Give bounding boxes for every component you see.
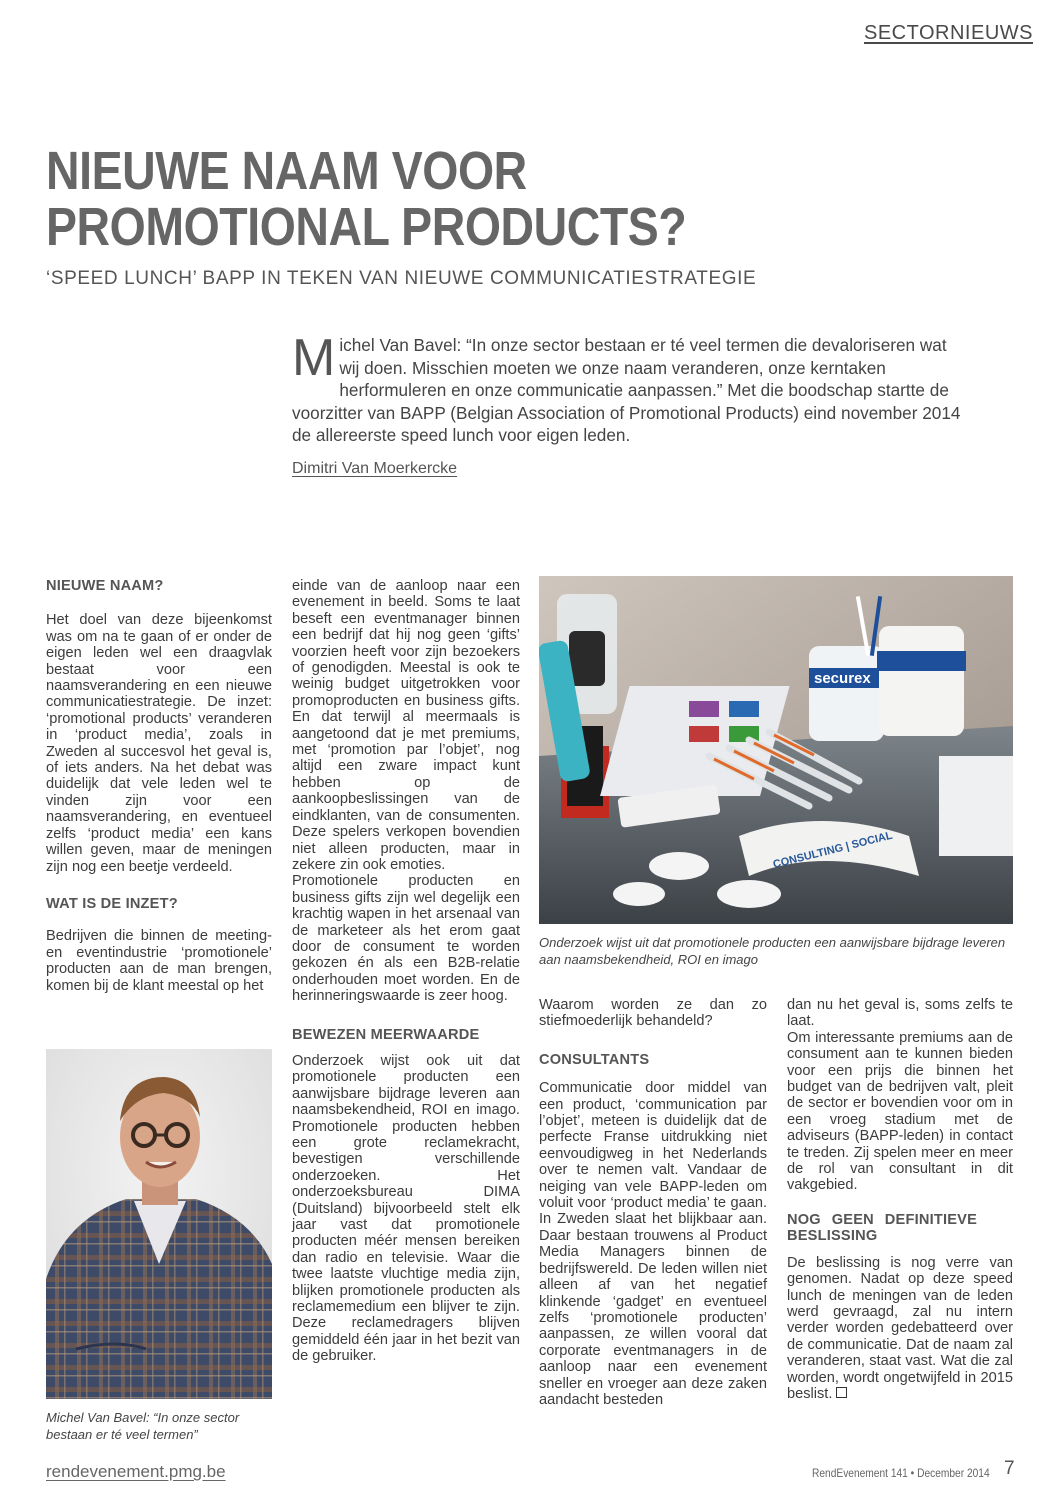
paragraph: Het doel van deze bijeenkomst was om na te gaan of er onder de eigen leden wel een draagvlak bestaat voor een naamsverandering en een nieuwe communicatiestrategie. De inzet: ‘promotional products’ veranderen in ‘product media’, zoals in Zweden al succesvol het geval is, of iets anders. Na het debat was duidelijk dat vele leden wel te vinden zijn voor een naamsverandering, en eventueel zelfs ‘product media’ een kans willen geven, maar de meningen zijn nog een beetje verdeeld. (46, 612, 272, 875)
paragraph: Bedrijven die binnen de meeting- en eventindustrie ‘promotionele’ producten aan de man brengen, komen bij de klant meestal op het (46, 928, 272, 994)
product-photo (539, 576, 1013, 924)
column-4 (787, 997, 1013, 1402)
article-title (46, 143, 734, 255)
portrait-image (46, 1049, 272, 1399)
intro-text: ichel Van Bavel: “In onze sector bestaan er té veel termen die devaloriseren wat wij doen. Misschien moeten we onze naam veranderen, onze kerntaken herformuleren en onze communicatie aanpassen.” Met die boodschap startte de voorzitter van BAPP (Belgian Association of Promotional Products) eind november 2014 de allereerste speed lunch voor eigen leden. (292, 335, 961, 446)
paragraph: einde van de aanloop naar een evenement in beeld. Soms te laat beseft een eventmanager binnen een bedrijf dat hij nog geen ‘gifts’ voorzien heeft voor zijn bezoekers of genodigden. Meestal is ook te weinig budget uitgetrokken voor promoproducten en business gifts. En dat terwijl al meermaals is aangetoond dat je met premiums, met ‘promotion par l’objet’, nog altijd een zware impact kunt hebben op de aankoopbeslissingen van de eindklanten, van de consumenten. Deze spelers verkopen bovendien niet alleen producten, maar in zekere zin ook emoties. (292, 578, 520, 873)
product-photo-caption: Onderzoek wijst uit dat promotionele producten een aanwijsbare bijdrage leveren aan naamsbekendheid, ROI en imago (539, 935, 1006, 967)
end-square-icon (836, 1387, 847, 1398)
paragraph-text: De beslissing is nog verre van genomen. Nadat op deze speed lunch de meningen van de leden werd gevraagd, zal nu intern verder worden gedebatteerd over de communicatie. Dat de naam zal veranderen, staat vast. Wat die zal worden, wordt ongetwijfeld in 2015 beslist. (787, 1254, 1013, 1402)
intro-dropcap: M (292, 329, 336, 387)
column-3 (539, 997, 767, 1408)
footer-website[interactable]: rendevenement.pmg.be (46, 1462, 226, 1481)
paragraph: Onderzoek wijst ook uit dat promotionele producten een aanwijsbare bijdrage leveren aan naamsbekendheid, ROI en imago. Promotionele producten hebben een grote reclamekracht, bevestigen verschillende onderzoeken. Het onderzoeksbureau DIMA (Duitsland) bijvoorbeeld stelt elk jaar vast dat promotionele producten méér mensen bereiken dan radio en televisie. Waar die twee laatste vluchtige media zijn, blijken promotionele producten als reclamemedium een blijver te zijn. Deze reclamedragers blijven gemiddeld één jaar in het bezit van de gebruiker. (292, 1052, 520, 1365)
heading-nog-geen-beslissing: NOG GEEN DEFINITIEVE BESLISSING (787, 1211, 977, 1245)
portrait-caption: Michel Van Bavel: “In onze sector bestaan er té veel termen” (46, 1410, 240, 1442)
heading-consultants: CONSULTANTS (539, 1051, 650, 1068)
page-number: 7 (1004, 1458, 1015, 1479)
paragraph (787, 1255, 1013, 1403)
footer-issue: RendEvenement 141 • December 2014 (812, 1466, 990, 1480)
heading-wat-is-de-inzet: WAT IS DE INZET? (46, 895, 178, 912)
column-1 (46, 578, 272, 994)
article-subtitle: ‘SPEED LUNCH’ BAPP IN TEKEN VAN NIEUWE COMMUNICATIESTRATEGIE (46, 268, 757, 289)
article-intro (292, 329, 964, 447)
section-tag: SECTORNIEUWS (864, 22, 1033, 44)
lanyard-text: CONSULTING | SOCIAL (771, 829, 894, 871)
column-2 (292, 578, 520, 1365)
product-brand-text: securex (814, 670, 871, 687)
product-image (539, 576, 1013, 924)
title-line-1: NIEUWE NAAM VOOR (46, 141, 527, 201)
heading-nieuwe-naam: NIEUWE NAAM? (46, 578, 164, 594)
paragraph: dan nu het geval is, soms zelfs te laat. (787, 997, 1013, 1030)
portrait-photo (46, 1049, 272, 1399)
byline: Dimitri Van Moerkercke (292, 460, 458, 477)
paragraph: Communicatie door middel van een product, ‘communication par l’objet’, meteen is duidelijk dat de perfecte Franse uitdrukking niet eenvoudigweg in het Nederlands over te nemen valt. Vandaar de neiging van vele BAPP-leden om voluit voor ‘product media’ te gaan. In Zweden slaat het blijkbaar aan. Daar bestaan trouwens al Product Media Managers binnen de bedrijfswereld. De leden willen niet alleen af van het negatief klinkende ‘gadget’ en eventueel zelfs ‘promotionele producten’ aanpassen, ze willen vooral dat corporate eventmanagers in de aanloop naar een evenement sneller en vroeger aan deze zaken aandacht besteden (539, 1080, 767, 1408)
heading-bewezen-meerwaarde: BEWEZEN MEERWAARDE (292, 1026, 480, 1043)
title-line-2: PROMOTIONAL PRODUCTS? (46, 197, 687, 257)
paragraph: Om interessante premiums aan de consument aan te kunnen bieden voor een prijs die binnen het budget van de bedrijven valt, pleit de sector er bovendien voor om in een vroeg stadium met de adviseurs (BAPP-leden) in contact te treden. Zij spelen meer en meer de rol van consultant in dit vakgebied. (787, 1029, 1013, 1194)
paragraph: Waarom worden ze dan zo stiefmoederlijk behandeld? (539, 997, 767, 1030)
paragraph: Promotionele producten en business gifts zijn wel degelijk een krachtig wapen in het arsenaal van de marketeer als het erom gaat door de consument te worden gekozen én als een B2B-relatie onderhouden moet worden. En de herinneringswaarde is zeer hoog. (292, 873, 520, 1005)
